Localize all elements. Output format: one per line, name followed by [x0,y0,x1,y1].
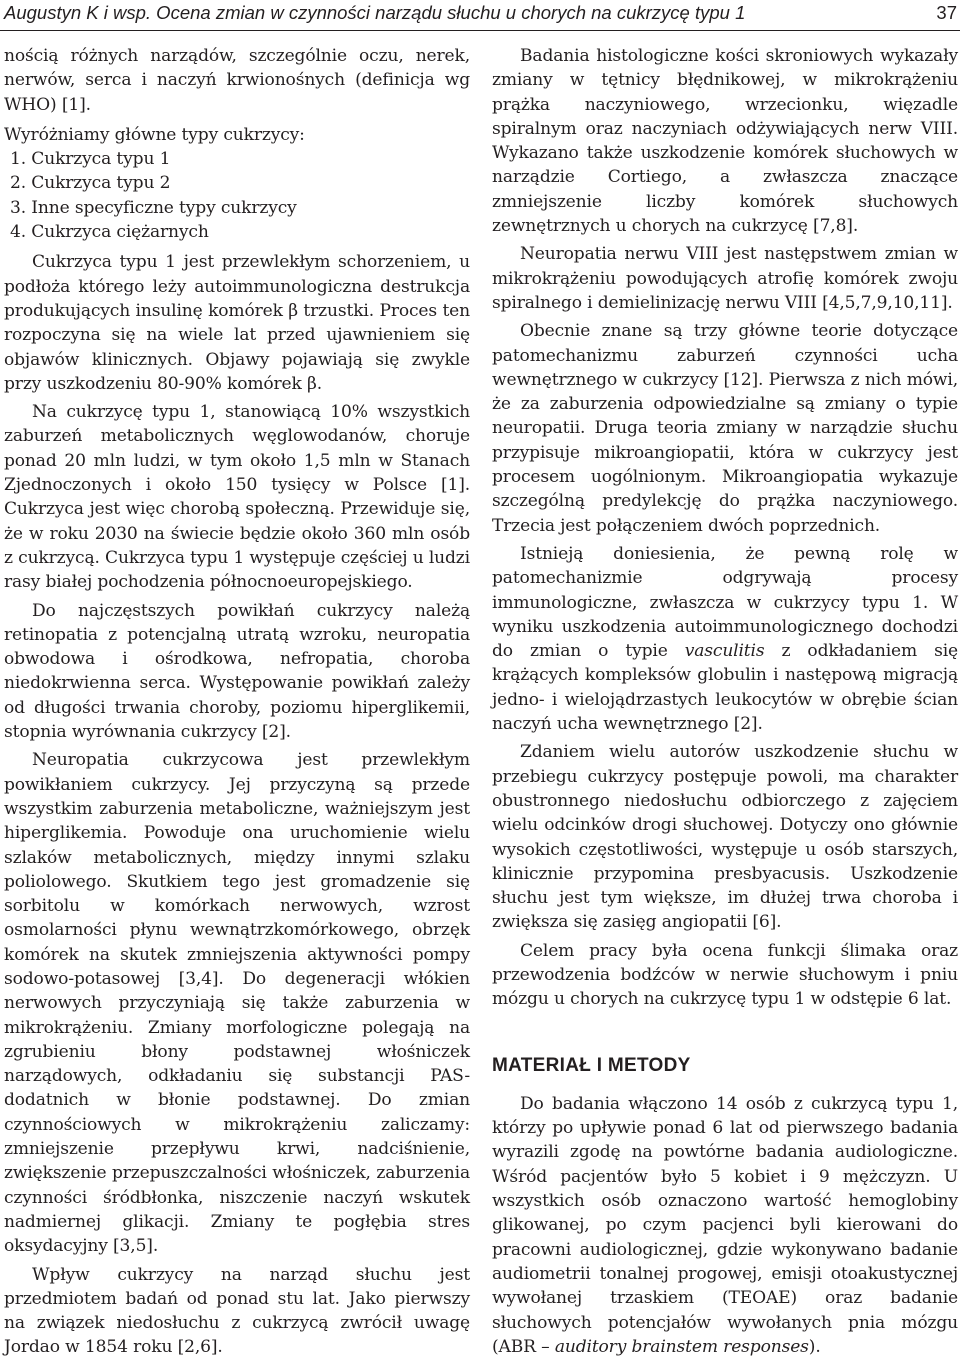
paragraph: Na cukrzycę typu 1, stanowiącą 10% wszystkich zaburzeń metabolicznych węglowodanów, choruje ponad 20 mln ludzi, w tym około 1,5 mln w Stanach Zjednoczonych i około 150 tysięcy w Polsce [1]. Cukrzyca jest więc chorobą społeczną. Przewiduje się, że w roku 2030 na świecie będzie około 360 mln osób z cukrzycą. Cukrzyca typu 1 występuje częściej u ludzi rasy białej pochodzenia północnoeuropejskiego. [4,402,470,593]
section-heading: MATERIAŁ I METODY [492,1054,691,1076]
paragraph: Zdaniem wielu autorów uszkodzenie słuchu w przebiegu cukrzycy postępuje powoli, ma charakter obustronnego niedosłuchu odbiorczego z zajęciem wielu odcinków drogi słuchowej. Dotyczy ono głównie wysokich częstotliwości, występuje u osób starszych, klinicznie przypomina presbyacusis. Uszkodzenie słuchu jest tym większe, im dłużej trwa choroba i zwiększa się zasięg angiopatii [6]. [492,742,958,933]
running-header [0,0,960,30]
paragraph: Celem pracy była ocena funkcji ślimaka oraz przewodzenia bodźców w nerwie słuchowym i pniu mózgu u chorych na cukrzycę typu 1 w odstępie 6 lat. [492,940,958,1010]
paragraph: nością różnych narządów, szczególnie oczu, nerek, nerwów, serca i naczyń krwionośnych (definicja wg WHO) [1]. [4,46,470,115]
paragraph: Do najczęstszych powikłań cukrzycy należą retinopatia z potencjalną utratą wzroku, neuropatia obwodowa i ośrodkowa, nefropatia, choroba niedokrwienna serca. Występowanie powikłań zależy od długości trwania choroby, poziomu hiperglikemii, stopnia wyrównania cukrzycy [2]. [4,600,470,743]
paragraph: Badania histologiczne kości skroniowych wykazały zmiany w tętnicy błędnikowej, w mikrokrążeniu prążka naczyniowego, wrzecionku, więzadle spiralnym oraz naczyniach odżywiających nerw VIII. Wykazano także uszkodzenie komórek słuchowych w narządzie Cortiego, a zwłaszcza znaczące zmniejszenie liczby komórek słuchowych zewnętrznych u chorych na cukrzycę [7,8]. [492,46,958,237]
paragraph: Cukrzyca typu 1 jest przewlekłym schorzeniem, u podłoża którego leży autoimmunologiczna destrukcja produkujących insulinę komórek β trzustki. Proces ten rozpoczyna się na wiele lat przed ujawnieniem się objawów klinicznych. Objawy pojawiają się zwykle przy uszkodzeniu 80-90% komórek β. [4,252,470,394]
text-run: z odkładaniem się krążących kompleksów globulin i następową migracją jedno- i wielojądrzastych leukocytów w obrębie ścian naczyń ucha wewnętrznego [2]. [492,641,958,735]
list-item: 4. Cukrzyca ciężarnych [10,222,209,243]
list-item: 2. Cukrzyca typu 2 [10,173,171,194]
left-column [4,44,470,1360]
paragraph: Neuropatia cukrzycowa jest przewlekłym powikłaniem cukrzycy. Jej przyczyną są przede wszystkim zaburzenia metaboliczne, ważniejszym jest hiperglikemia. Powoduje ona uruchomienie wielu szlaków metabolicznych, między innymi szlaku poliolowego. Skutkiem tego jest gromadzenie się sorbitolu w komórkach nerwowych, wzrost osmolarności płynu wewnątrzkomórkowego, obrzęk komórek na skutek zmniejszenia aktywności pompy sodowo-potasowej [3,4]. Do degeneracji włókien nerwowych przyczyniają się także zaburzenia w mikrokrążeniu. Zmiany morfologiczne polegają na zgrubieniu błony podstawnej włośniczek narządowych, odkładaniu się substancji PAS-dodatnich w błonie podstawnej. Do zmian czynnościowych w mikrokrążeniu zaliczamy: zmniejszenie przepływu krwi, nadciśnienie, zwiększenie przepuszczalności włośniczek, zaburzenia czynności śródbłonka, niszczenie naczyń wskutek nadmiernej glikacji. Zmiany te pogłębia stres oksydacyjny [3,5]. [4,750,470,1257]
list-intro: Wyróżniamy główne typy cukrzycy: [4,124,305,145]
text-run: ). [808,1336,821,1357]
list-item: 1. Cukrzyca typu 1 [10,149,171,170]
text-run: Do badania włączono 14 osób z cukrzycą typu 1, którzy po upływie ponad 6 lat od pierwszego badania wyrazili zgodę na powtórne badania audiologiczne. Wśród pacjentów było 5 kobiet i 9 mężczyzn. U wszystkich osób oznaczono wartość hemoglobiny glikowanej, po czym pacjenci byli kierowani do pracowni audiologicznej, gdzie wykonywano badanie audiometrii tonalnej progowej, emisji otoakustycznej wywołanej trzaskiem (TEOAE) oraz badanie słuchowych potencjałów wywołanych pnia mózgu (ABR – [492,1093,958,1357]
paragraph: Wpływ cukrzycy na narząd słuchu jest przedmiotem badań od ponad stu lat. Jako pierwszy na związek niedosłuchu z cukrzycą zwrócił uwagę Jordao w 1854 roku [2,6]. [4,1264,470,1358]
paragraph [492,1092,958,1359]
page-number: 37 [936,2,957,23]
paragraph: Neuropatia nerwu VIII jest następstwem zmian w mikrokrążeniu powodujących atrofię komórek zwoju spiralnego i demielinizację nerwu VIII [4,5,7,9,10,11]. [492,244,958,313]
right-column [492,44,958,1359]
italic-term: vasculitis [684,641,765,662]
text-run: Istnieją doniesienia, że pewną rolę w patomechanizmie odgrywają procesy immunologiczne, zwłaszcza w cukrzycy typu 1. W wyniku uszkodzenia autoimmunologicznego dochodzi do zmian o typie [492,543,958,662]
paragraph: Obecnie znane są trzy główne teorie dotyczące patomechanizmu zaburzeń czynności ucha wewnętrznego w cukrzycy [12]. Pierwsza z nich mówi, że za zaburzenia odpowiedzialne są zmiany o typie neuropatii. Druga teoria zmiany w narządzie słuchu przypisuje mikroangiopatii, która w cukrzycy jest procesem uogólnionym. Mikroangiopatia wykazuje szczególną predylekcję do prążka naczyniowego. Trzecia jest połączeniem dwóch poprzednich. [492,321,958,536]
italic-term: auditory brainstem responses [554,1336,809,1357]
paragraph [492,542,958,736]
running-title: Augustyn K i wsp. Ocena zmian w czynności narządu słuchu u chorych na cukrzycę typu 1 [4,2,746,23]
list-item: 3. Inne specyficzne typy cukrzycy [10,197,297,218]
header-rule [0,30,960,31]
diabetes-types-list [4,147,470,244]
